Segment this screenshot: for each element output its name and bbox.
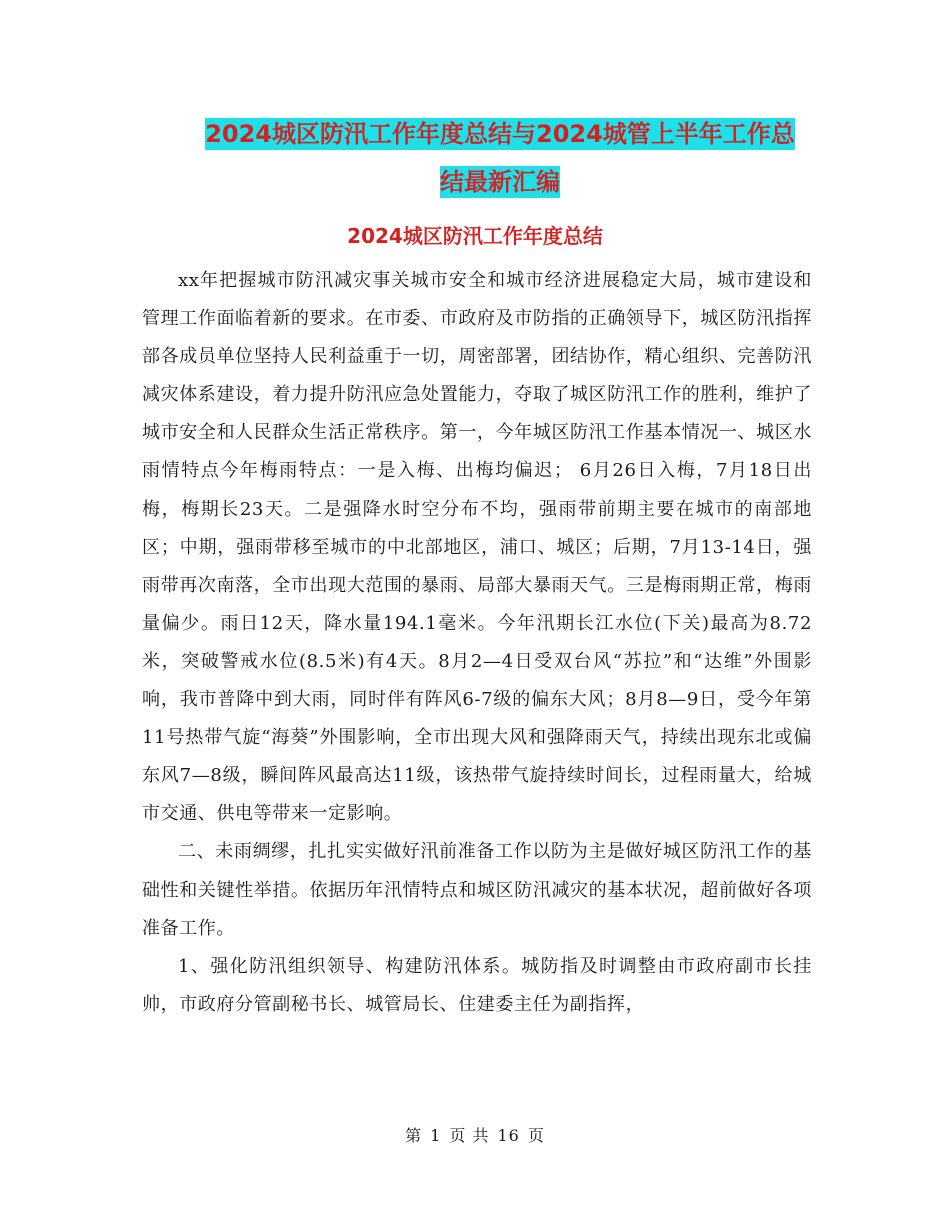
paragraph-3: 1、强化防汛组织领导、构建防汛体系。城防指及时调整由市政府副市长挂帅，市政府分管副秘书长、城管局长、住建委主任为副指挥， xyxy=(142,955,812,1015)
page-footer xyxy=(0,1123,950,1146)
footer-total-pages: 16 xyxy=(497,1126,520,1145)
footer-page-number: 1 xyxy=(430,1126,442,1145)
document-title-line1: 2024城区防汛工作年度总结与2024城管上半年工作总 xyxy=(205,120,795,148)
footer-mid: 页 共 xyxy=(449,1126,490,1145)
footer-suffix: 页 xyxy=(527,1126,545,1145)
paragraph-2: 二、未雨绸缪，扎扎实实做好汛前准备工作以防为主是做好城区防汛工作的基础性和关键性举措。依据历年汛情特点和城区防汛减灾的基本状况，超前做好各项准备工作。 xyxy=(142,841,812,939)
footer-prefix: 第 xyxy=(405,1126,423,1145)
document-title-line2: 结最新汇编 xyxy=(440,168,560,196)
paragraph-1: xx年把握城市防汛减灾事关城市安全和城市经济进展稳定大局，城市建设和管理工作面临着新的要求。在市委、市政府及市防指的正确领导下，城区防汛指挥部各成员单位坚持人民利益重于一切，周密部署，团结协作，精心组织、完善防汛减灾体系建设，着力提升防汛应急处置能力，夺取了城区防汛工作的胜利，维护了城市安全和人民群众生活正常秩序。第一，今年城区防汛工作基本情况一、城区水雨情特点今年梅雨特点：一是入梅、出梅均偏迟； 6月26日入梅，7月18日出梅，梅期长23天。二是强降水时空分布不均，强雨带前期主要在城市的南部地区；中期，强雨带移至城市的中北部地区，浦口、城区；后期，7月13-14日，强雨带再次南落，全市出现大范围的暴雨、局部大暴雨天气。三是梅雨期正常，梅雨量偏少。雨日12天，降水量194.1毫米。今年汛期长江水位(下关)最高为8.72米，突破警戒水位(8.5米)有4天。8月2—4日受双台风“苏拉”和“达维”外围影响，我市普降中到大雨，同时伴有阵风6-7级的偏东大风；8月8—9日，受今年第11号热带气旋“海葵”外围影响，全市出现大风和强降雨天气，持续出现东北或偏东风7—8级，瞬间阵风最高达11级，该热带气旋持续时间长，过程雨量大，给城市交通、供电等带来一定影响。 xyxy=(142,270,812,825)
document-body xyxy=(142,262,812,1024)
section-title: 2024城区防汛工作年度总结 xyxy=(347,224,603,248)
document-title xyxy=(150,110,850,206)
